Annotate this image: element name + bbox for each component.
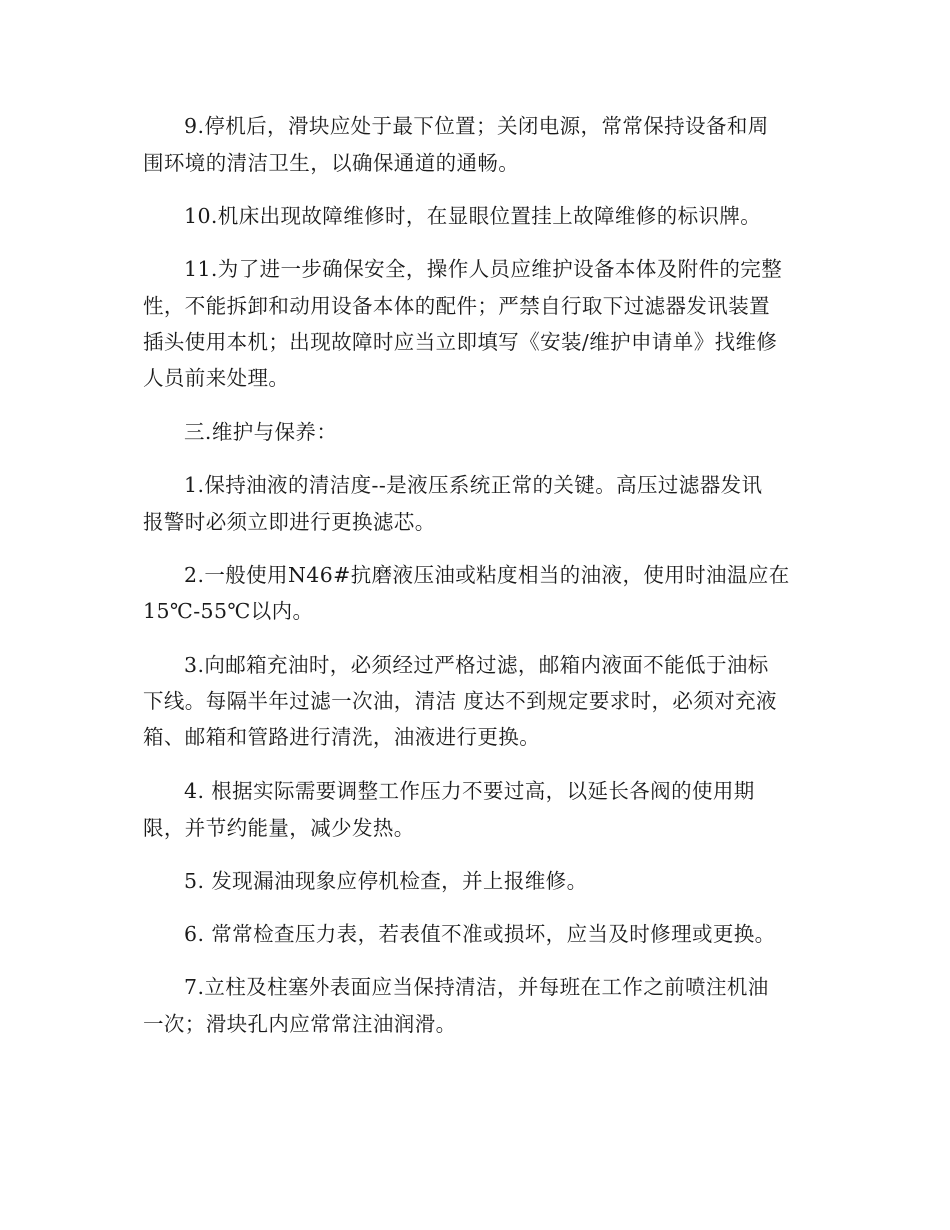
text-line: 下线。每隔半年过滤一次油，清洁 度达不到规定要求时，必须对充液 — [143, 689, 777, 713]
text-line: 2.一般使用N46#抗磨液压油或粘度相当的油液，使用时油温应在 — [184, 563, 790, 587]
text-line: 10.机床出现故障维修时，在显眼位置挂上故障维修的标识牌。 — [184, 204, 762, 228]
text-line: 11.为了进一步确保安全，操作人员应维护设备本体及附件的完整 — [184, 257, 783, 281]
text-line: 插头使用本机；出现故障时应当立即填写《安装/维护申请单》找维修 — [143, 330, 778, 354]
text-line: 7.立柱及柱塞外表面应当保持清洁，并每班在工作之前喷注机油 — [184, 975, 769, 999]
text-line: 15℃-55℃以内。 — [143, 599, 314, 623]
text-line: 3.向邮箱充油时，必须经过严格过滤，邮箱内液面不能低于油标 — [184, 653, 769, 677]
text-line: 性，不能拆卸和动用设备本体的配件；严禁自行取下过滤器发讯装置 — [143, 294, 770, 318]
text-line: 报警时必须立即进行更换滤芯。 — [143, 510, 436, 534]
text-line: 1.保持油液的清洁度--是液压系统正常的关键。高压过滤器发讯 — [184, 473, 763, 497]
text-line: 箱、邮箱和管路进行清洗，油液进行更换。 — [143, 725, 541, 749]
text-line: 限，并节约能量，减少发热。 — [143, 816, 415, 840]
text-line: 一次；滑块孔内应常常注油润滑。 — [143, 1012, 457, 1036]
text-line: 围环境的清洁卫生，以确保通道的通畅。 — [143, 151, 520, 175]
text-line: 6. 常常检查压力表，若表值不准或损坏，应当及时修理或更换。 — [184, 922, 776, 946]
text-line: 人员前来处理。 — [143, 366, 290, 390]
text-line: 4. 根据实际需要调整工作压力不要过高，以延长各阀的使用期 — [184, 779, 755, 803]
section-heading-text: 三.维护与保养： — [184, 420, 338, 444]
text-line: 9.停机后，滑块应处于最下位置；关闭电源，常常保持设备和周 — [184, 114, 769, 138]
text-line: 5. 发现漏油现象应停机检查，并上报维修。 — [184, 869, 588, 893]
